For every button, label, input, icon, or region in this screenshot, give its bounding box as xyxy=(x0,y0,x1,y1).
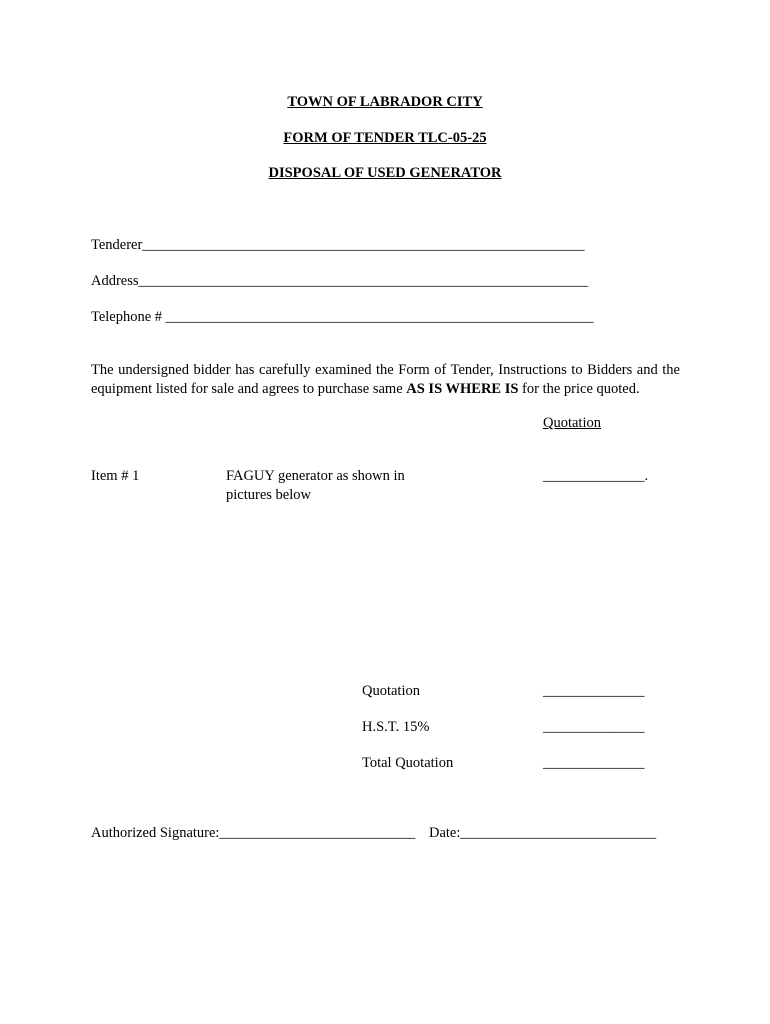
total-quotation-blank[interactable]: ______________ xyxy=(543,755,645,771)
terms-paragraph xyxy=(91,361,680,398)
quotation-column-header: Quotation xyxy=(543,415,601,431)
telephone-field[interactable]: Telephone # ___________________________________________________________ xyxy=(91,309,594,325)
hst-blank[interactable]: ______________ xyxy=(543,719,645,735)
date-field[interactable]: Date:___________________________ xyxy=(429,825,657,841)
item-description-line1: FAGUY generator as shown in xyxy=(226,468,405,484)
address-field[interactable]: Address______________________________________________________________ xyxy=(91,273,589,289)
form-number: FORM OF TENDER TLC-05-25 xyxy=(283,130,487,146)
item-description-line2: pictures below xyxy=(226,487,311,503)
item-quotation-blank[interactable]: ______________. xyxy=(543,468,649,484)
tenderer-field[interactable]: Tenderer_____________________________________________________________ xyxy=(91,237,585,253)
quotation-label: Quotation xyxy=(362,683,420,699)
hst-label: H.S.T. 15% xyxy=(362,719,430,735)
document-title: TOWN OF LABRADOR CITY xyxy=(287,94,483,110)
authorized-signature-field[interactable]: Authorized Signature:___________________________ xyxy=(91,825,416,841)
total-quotation-label: Total Quotation xyxy=(362,755,454,771)
terms-text-start: The undersigned bidder has carefully examined the Form of Tender, Instructions to Bidders and the equipment listed for sale and agrees to purchase same xyxy=(91,362,680,397)
quotation-blank[interactable]: ______________ xyxy=(543,683,645,699)
item-number: Item # 1 xyxy=(91,468,140,484)
form-subject: DISPOSAL OF USED GENERATOR xyxy=(268,165,502,181)
terms-emphasis: AS IS WHERE IS xyxy=(406,380,519,397)
terms-text-end: for the price quoted. xyxy=(518,380,640,397)
